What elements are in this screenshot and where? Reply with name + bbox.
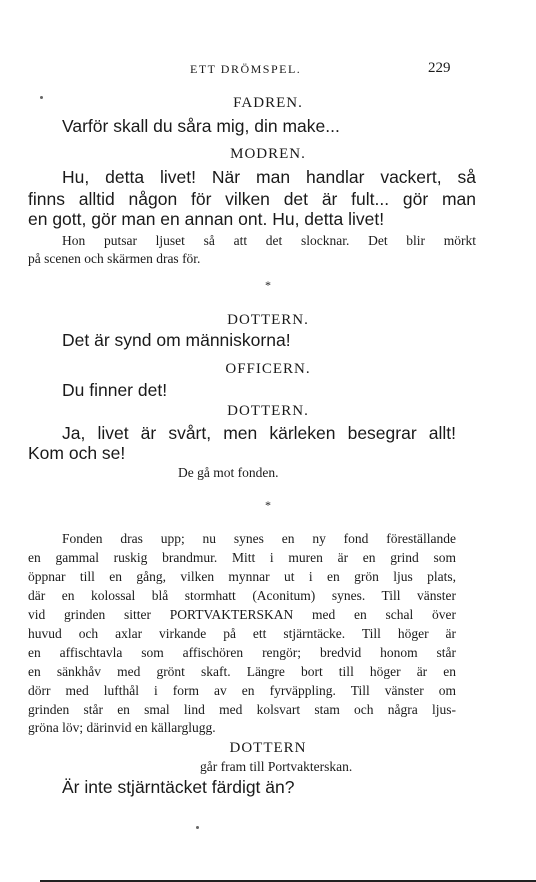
dialogue-line: Du finner det!: [62, 380, 168, 400]
stage-direction-line: Fonden dras upp; nu synes en ny fond föreställande: [62, 531, 456, 546]
stage-direction-line: där en kolossal blå stormhatt (Aconitum) synes. Till vänster: [28, 588, 456, 603]
section-separator: *: [265, 278, 271, 292]
speck-mark: [196, 826, 199, 829]
stage-direction-line: en gammal ruskig brandmur. Mitt i muren är en grind som: [28, 550, 456, 565]
stage-direction-line: öppnar till en gång, vilken mynnar ut i en grön ljus plats,: [28, 569, 456, 584]
section-separator: *: [265, 498, 271, 512]
stage-direction-line: huvud och axlar virkande på ett stjärntäcke. Till höger är: [28, 626, 456, 641]
speaker-modren: MODREN.: [230, 146, 306, 162]
dialogue-line: Hu, detta livet! När man handlar vackert, så: [62, 167, 476, 187]
dialogue-line: Är inte stjärntäcket färdigt än?: [62, 777, 295, 797]
stage-direction-line: grinden står en smal lind med kolsvart stam och några ljus-: [28, 702, 456, 717]
speaker-dottern: DOTTERN.: [227, 312, 309, 328]
dialogue-line: finns alltid någon för vilken det är fult... gör man: [28, 189, 476, 209]
stage-direction-line: en affischtavla som affischören rengör; bredvid honom står: [28, 645, 456, 660]
stage-direction: De gå mot fonden.: [178, 465, 279, 480]
speaker-officern: OFFICERN.: [225, 361, 311, 377]
speaker-dottern: DOTTERN: [229, 740, 307, 756]
stage-direction-line: dörr med lufthål i form av en fyrväppling. Till vänster om: [28, 683, 456, 698]
stage-direction-line: en sänkhåv med grönt skaft. Längre bort till höger är en: [28, 664, 456, 679]
dialogue-line: Det är synd om människorna!: [62, 330, 291, 350]
stage-direction: Hon putsar ljuset så att det slocknar. Det blir mörkt: [62, 233, 476, 248]
dialogue-line: en gott, gör man en annan ont. Hu, detta livet!: [28, 209, 385, 229]
stage-direction-line: gröna löv; därinvid en källarglugg.: [28, 720, 216, 735]
running-title: ETT DRÖMSPEL.: [190, 62, 302, 76]
speaker-fadren: FADREN.: [233, 95, 303, 111]
stage-direction: på scenen och skärmen dras för.: [28, 251, 201, 266]
stage-direction: går fram till Portvakterskan.: [200, 759, 353, 774]
dialogue-line: Varför skall du såra mig, din make...: [62, 116, 340, 136]
dialogue-line: Kom och se!: [28, 443, 126, 463]
stage-direction-line: vid grinden sitter PORTVAKTERSKAN med en schal över: [28, 607, 456, 622]
speaker-dottern: DOTTERN.: [227, 403, 309, 419]
page-number: 229: [428, 60, 451, 76]
dialogue-line: Ja, livet är svårt, men kärleken besegrar allt!: [62, 423, 456, 443]
